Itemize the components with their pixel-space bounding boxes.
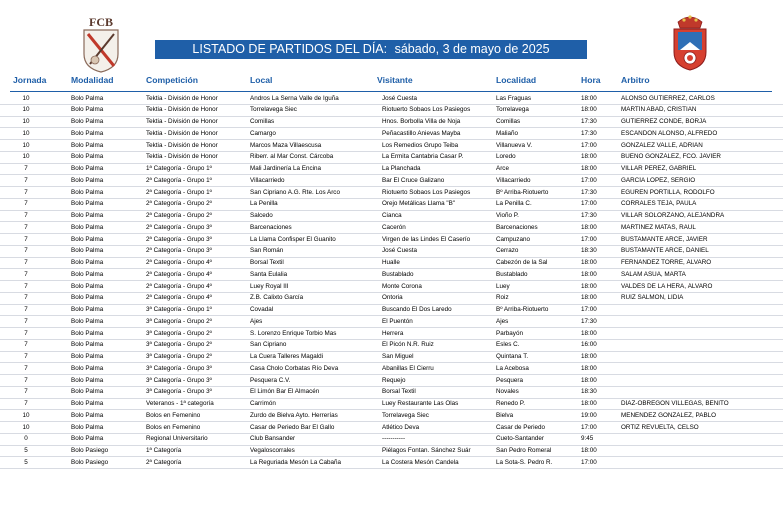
jornada-cell: 7 — [24, 235, 28, 243]
visitante-cell: Buscando El Dos Laredo — [382, 306, 452, 313]
table-row — [0, 140, 783, 152]
hora-cell: 18:00 — [581, 165, 597, 172]
local-cell: La Penilla — [250, 200, 278, 208]
hora-cell: 17:30 — [581, 212, 597, 219]
title-text: LISTADO DE PARTIDOS DEL DÍA: — [192, 42, 388, 56]
title-date: sábado, 3 de mayo de 2025 — [394, 42, 550, 56]
localidad-cell: Arce — [496, 165, 509, 172]
modalidad-cell: Bolo Palma — [71, 270, 104, 278]
localidad-cell: Esles C. — [496, 341, 520, 349]
modalidad-cell: Bolo Pasiego — [71, 447, 109, 454]
localidad-cell: Loredo — [496, 153, 516, 161]
arbitro-cell: MENENDEZ GONZÁLEZ, PABLO — [621, 411, 717, 419]
local-cell: El Limón Bar El Almacén — [250, 388, 320, 396]
localidad-cell: Parbayón — [496, 329, 523, 337]
localidad-cell: La Acebosa — [496, 364, 529, 372]
hora-cell: 17:30 — [581, 317, 597, 325]
table-row — [0, 269, 783, 281]
localidad-cell: Luey — [496, 282, 510, 290]
table-row — [0, 363, 783, 375]
localidad-cell: Comillas — [496, 118, 521, 125]
fcb-logo — [76, 14, 126, 74]
jornada-cell: 0 — [24, 435, 28, 443]
competicion-cell: Tektia - División de Honor — [146, 106, 218, 114]
modalidad-cell: Bolo Palma — [71, 153, 104, 161]
modalidad-cell: Bolo Palma — [71, 400, 104, 407]
table-row — [0, 199, 783, 211]
localidad-cell: Villanueva V. — [496, 141, 533, 149]
hora-cell: 18:30 — [581, 247, 597, 255]
visitante-cell: Piélagos Fontan. Sánchez Suár — [382, 447, 471, 454]
arbitro-cell: ESCANDON ALONSO, ALFREDO — [621, 129, 718, 137]
hora-cell: 19:00 — [581, 411, 597, 419]
modalidad-cell: Bolo Palma — [71, 129, 104, 137]
visitante-cell: Riotuerto Sobaos Los Pasiegos — [382, 188, 471, 196]
localidad-cell: Ajes — [496, 317, 509, 325]
hora-cell: 18:00 — [581, 353, 597, 360]
hora-cell: 18:00 — [581, 294, 597, 302]
modalidad-cell: Bolo Palma — [71, 212, 104, 219]
modalidad-cell: Bolo Palma — [71, 165, 104, 172]
jornada-cell: 5 — [24, 458, 28, 466]
visitante-cell: San Miguel — [382, 353, 414, 360]
modalidad-cell: Bolo Palma — [71, 247, 104, 255]
table-row — [0, 293, 783, 305]
local-cell: La Cuera Talleres Magaldi — [250, 353, 324, 360]
table-row — [0, 422, 783, 434]
competicion-cell: 1ª Categoría - Grupo 1º — [146, 165, 212, 172]
page-title — [155, 40, 587, 59]
visitante-cell: La Costera Mesón Candela — [382, 458, 459, 466]
visitante-cell: Torrelavega Siec — [382, 411, 429, 419]
competicion-cell: Bolos en Femenino — [146, 411, 201, 419]
col-modalidad: Modalidad — [71, 75, 114, 85]
local-cell: Z.B. Calixto García — [250, 294, 304, 302]
local-cell: Casar de Periedo Bar El Gallo — [250, 423, 335, 431]
visitante-cell: El Picón N.R. Ruiz — [382, 341, 434, 349]
local-cell: La Reguriada Mesón La Cabaña — [250, 458, 342, 466]
hora-cell: 17:00 — [581, 423, 597, 431]
visitante-cell: Orejo Metálicas Llama "B" — [382, 200, 456, 208]
table-row — [0, 305, 783, 317]
table-row — [0, 222, 783, 234]
hora-cell: 18:30 — [581, 388, 597, 396]
modalidad-cell: Bolo Palma — [71, 141, 104, 149]
local-cell: Carrimón — [250, 400, 276, 407]
local-cell: Zurdo de Bielva Ayto. Herrerías — [250, 411, 338, 419]
table-row — [0, 328, 783, 340]
visitante-cell: Hualle — [382, 259, 400, 266]
modalidad-cell: Bolo Pasiego — [71, 458, 109, 466]
localidad-cell: Renedo P. — [496, 400, 525, 407]
competicion-cell: Tektia - División de Honor — [146, 118, 218, 125]
hora-cell: 18:00 — [581, 364, 597, 372]
arbitro-cell: SALAM ASÚA, MARTA — [621, 270, 686, 278]
modalidad-cell: Bolo Palma — [71, 294, 104, 302]
local-cell: Comillas — [250, 118, 275, 125]
visitante-cell: Los Remedios Grupo Teiba — [382, 141, 459, 149]
jornada-cell: 10 — [22, 118, 30, 125]
competicion-cell: 2ª Categoría - Grupo 4º — [146, 259, 212, 266]
localidad-cell: Vioño P. — [496, 212, 519, 219]
local-cell: Salcedo — [250, 212, 273, 219]
table-row — [0, 375, 783, 387]
arbitro-cell: VALDÉS DE LA HERA, ÁLVARO — [621, 282, 713, 290]
hora-cell: 17:30 — [581, 118, 597, 125]
localidad-cell: Cabezón de la Sal — [496, 259, 548, 266]
arbitro-cell: DÍAZ-OBREGÓN VILLEGAS, BENITO — [621, 400, 729, 407]
visitante-cell: Requejo — [382, 376, 406, 384]
visitante-cell: José Cuesta — [382, 94, 418, 102]
local-cell: Vegaloscorrales — [250, 447, 295, 454]
localidad-cell: Bº Arriba-Riotuerto — [496, 188, 549, 196]
visitante-cell: José Cuesta — [382, 247, 418, 255]
visitante-cell: Virgen de las Lindes El Caserío — [382, 235, 471, 243]
competicion-cell: 2ª Categoría - Grupo 3º — [146, 235, 212, 243]
localidad-cell: Quintana T. — [496, 353, 529, 360]
hora-cell: 18:00 — [581, 447, 597, 454]
table-row — [0, 434, 783, 446]
local-cell: Pesquera C.V. — [250, 376, 291, 384]
local-cell: Casa Cholo Corbatas Río Deva — [250, 364, 339, 372]
competicion-cell: 3ª Categoría - Grupo 2º — [146, 353, 212, 360]
col-local: Local — [250, 75, 273, 85]
competicion-cell: 2ª Categoría - Grupo 2º — [146, 200, 212, 208]
hora-cell: 17:00 — [581, 200, 597, 208]
visitante-cell: La Planchada — [382, 165, 421, 172]
arbitro-cell: BUSTAMANTE ARCE, JAVIER — [621, 235, 708, 243]
hora-cell: 18:00 — [581, 376, 597, 384]
jornada-cell: 7 — [24, 282, 28, 290]
jornada-cell: 7 — [24, 200, 28, 208]
localidad-cell: Cerrazo — [496, 247, 519, 255]
col-hora: Hora — [581, 75, 601, 85]
arbitro-cell: ALONSO GUTIERREZ, CARLOS — [621, 94, 715, 102]
table-row — [0, 234, 783, 246]
modalidad-cell: Bolo Palma — [71, 118, 104, 125]
competicion-cell: 3ª Categoría - Grupo 3º — [146, 364, 212, 372]
jornada-cell: 7 — [24, 294, 28, 302]
hora-cell: 18:00 — [581, 270, 597, 278]
localidad-cell: Bielva — [496, 411, 514, 419]
competicion-cell: 2ª Categoría - Grupo 1º — [146, 176, 212, 184]
col-arbitro: Arbitro — [621, 75, 650, 85]
competicion-cell: 3ª Categoría - Grupo 2º — [146, 317, 212, 325]
local-cell: San Cipriano — [250, 341, 287, 349]
competicion-cell: 2ª Categoría - Grupo 3º — [146, 247, 212, 255]
modalidad-cell: Bolo Palma — [71, 341, 104, 349]
jornada-cell: 7 — [24, 353, 28, 360]
localidad-cell: Maliaño — [496, 129, 519, 137]
jornada-cell: 7 — [24, 364, 28, 372]
table-row — [0, 211, 783, 223]
competicion-cell: Tektia - División de Honor — [146, 141, 218, 149]
localidad-cell: Villacarriedo — [496, 176, 531, 184]
competicion-cell: 2ª Categoría - Grupo 4º — [146, 270, 212, 278]
hora-cell: 18:00 — [581, 106, 597, 114]
modalidad-cell: Bolo Palma — [71, 388, 104, 396]
local-cell: S. Lorenzo Enrique Torbio Mas — [250, 329, 337, 337]
arbitro-cell: CORRALES TEJA, PAULA — [621, 200, 697, 208]
local-cell: Mali Jardinería La Encina — [250, 165, 322, 172]
competicion-cell: 3ª Categoría - Grupo 1º — [146, 306, 212, 313]
arbitro-cell: MARTÍN ABAD, CRISTIAN — [621, 106, 697, 114]
hora-cell: 17:00 — [581, 306, 597, 313]
competicion-cell: 2ª Categoría - Grupo 2º — [146, 212, 212, 219]
visitante-cell: Cianca — [382, 212, 402, 219]
localidad-cell: La Sota-S. Pedro R. — [496, 458, 553, 466]
competicion-cell: 2ª Categoría - Grupo 3º — [146, 223, 212, 231]
jornada-cell: 10 — [22, 94, 30, 102]
modalidad-cell: Bolo Palma — [71, 94, 104, 102]
arbitro-cell: VILLAR PEREZ, GABRIEL — [621, 165, 697, 172]
table-row — [0, 105, 783, 117]
modalidad-cell: Bolo Palma — [71, 423, 104, 431]
localidad-cell: Casar de Periedo — [496, 423, 546, 431]
modalidad-cell: Bolo Palma — [71, 282, 104, 290]
modalidad-cell: Bolo Palma — [71, 329, 104, 337]
competicion-cell: 3ª Categoría - Grupo 3º — [146, 376, 212, 384]
jornada-cell: 7 — [24, 376, 28, 384]
table-row — [0, 164, 783, 176]
visitante-cell: Monte Corona — [382, 282, 422, 290]
competicion-cell: 3ª Categoría - Grupo 2º — [146, 341, 212, 349]
competicion-cell: Tektia - División de Honor — [146, 153, 218, 161]
localidad-cell: Campuzano — [496, 235, 530, 243]
jornada-cell: 10 — [22, 423, 30, 431]
coat-of-arms-logo — [668, 12, 712, 72]
modalidad-cell: Bolo Palma — [71, 376, 104, 384]
localidad-cell: Las Fraguas — [496, 94, 532, 102]
arbitro-cell: BUSTAMANTE ARCE, DANIEL — [621, 247, 709, 255]
arbitro-cell: GUTIERREZ CONDE, BORJA — [621, 118, 707, 125]
arbitro-cell: FERNÁNDEZ TORRE, ÁLVARO — [621, 259, 712, 266]
col-visitante: Visitante — [377, 75, 413, 85]
localidad-cell: Roiz — [496, 294, 509, 302]
visitante-cell: Abanillas El Cierru — [382, 364, 434, 372]
arbitro-cell: GONZALEZ VALLE, ADRIÁN — [621, 141, 703, 149]
competicion-cell: Regional Universitario — [146, 435, 208, 443]
local-cell: Riberr. al Mar Const. Cárcoba — [250, 153, 334, 161]
competicion-cell: 2ª Categoría - Grupo 4º — [146, 294, 212, 302]
modalidad-cell: Bolo Palma — [71, 223, 104, 231]
modalidad-cell: Bolo Palma — [71, 200, 104, 208]
competicion-cell: Tektia - División de Honor — [146, 129, 218, 137]
jornada-cell: 10 — [22, 141, 30, 149]
hora-cell: 18:00 — [581, 400, 597, 407]
jornada-cell: 7 — [24, 165, 28, 172]
modalidad-cell: Bolo Palma — [71, 317, 104, 325]
table-row — [0, 352, 783, 364]
visitante-cell: Atlético Deva — [382, 423, 420, 431]
competicion-cell: Bolos en Femenino — [146, 423, 201, 431]
visitante-cell: Bustablado — [382, 270, 414, 278]
visitante-cell: El Puentón — [382, 317, 413, 325]
col-jornada: Jornada — [13, 75, 47, 85]
table-header — [0, 75, 783, 89]
competicion-cell: 2ª Categoría - Grupo 1º — [146, 188, 212, 196]
competicion-cell: Veteranos - 1ª categoría — [146, 400, 214, 407]
localidad-cell: Barcenaciones — [496, 223, 538, 231]
visitante-cell: Hnos. Borbolla Villa de Noja — [382, 118, 461, 125]
table-row — [0, 446, 783, 458]
visitante-cell: Borsal Textil — [382, 388, 416, 396]
hora-cell: 17:00 — [581, 458, 597, 466]
competicion-cell: 2ª Categoría — [146, 458, 182, 466]
visitante-cell: Peñacastillo Anievas Mayba — [382, 129, 461, 137]
competicion-cell: Tektia - División de Honor — [146, 94, 218, 102]
arbitro-cell: RUIZ SALMON, LIDIA — [621, 294, 684, 302]
table-row — [0, 399, 783, 411]
modalidad-cell: Bolo Palma — [71, 188, 104, 196]
local-cell: Ajes — [250, 317, 263, 325]
modalidad-cell: Bolo Palma — [71, 259, 104, 266]
local-cell: Torrelavega Siec — [250, 106, 297, 114]
match-table-body — [0, 93, 783, 469]
jornada-cell: 10 — [22, 106, 30, 114]
table-row — [0, 316, 783, 328]
local-cell: Andros La Serna Valle de Iguña — [250, 94, 339, 102]
hora-cell: 16:00 — [581, 341, 597, 349]
visitante-cell: ----------- — [382, 435, 406, 443]
jornada-cell: 10 — [22, 153, 30, 161]
jornada-cell: 7 — [24, 270, 28, 278]
arbitro-cell: GARCÍA LÓPEZ, SERGIO — [621, 176, 696, 184]
local-cell: Club Bansander — [250, 435, 296, 443]
visitante-cell: La Ermita Cantabria Casar P. — [382, 153, 464, 161]
visitante-cell: Luey Restaurante Las Olas — [382, 400, 459, 407]
jornada-cell: 7 — [24, 188, 28, 196]
hora-cell: 18:00 — [581, 259, 597, 266]
col-localidad: Localidad — [496, 75, 537, 85]
local-cell: Covadal — [250, 306, 274, 313]
modalidad-cell: Bolo Palma — [71, 435, 104, 443]
table-row — [0, 281, 783, 293]
jornada-cell: 7 — [24, 400, 28, 407]
arbitro-cell: VILLAR SOLÓRZANO, ALEJANDRA — [621, 212, 725, 219]
localidad-cell: Torrelavega — [496, 106, 529, 114]
visitante-cell: Cacerón — [382, 223, 406, 231]
table-row — [0, 128, 783, 140]
hora-cell: 18:00 — [581, 329, 597, 337]
jornada-cell: 7 — [24, 176, 28, 184]
local-cell: Camargo — [250, 129, 276, 137]
jornada-cell: 7 — [24, 247, 28, 255]
localidad-cell: La Penilla C. — [496, 200, 532, 208]
jornada-cell: 7 — [24, 388, 28, 396]
jornada-cell: 7 — [24, 223, 28, 231]
jornada-cell: 7 — [24, 329, 28, 337]
competicion-cell: 3ª Categoría - Grupo 3º — [146, 388, 212, 396]
visitante-cell: Riotuerto Sobaos Los Pasiegos — [382, 106, 471, 114]
table-row — [0, 175, 783, 187]
competicion-cell: 3ª Categoría - Grupo 2º — [146, 329, 212, 337]
local-cell: San Cipriano A.G. Rte. Los Arco — [250, 188, 340, 196]
table-row — [0, 258, 783, 270]
localidad-cell: Bº Arriba-Riotuerto — [496, 306, 549, 313]
table-row — [0, 410, 783, 422]
modalidad-cell: Bolo Palma — [71, 306, 104, 313]
localidad-cell: Pesquera — [496, 376, 523, 384]
jornada-cell: 7 — [24, 212, 28, 219]
modalidad-cell: Bolo Palma — [71, 411, 104, 419]
hora-cell: 18:00 — [581, 94, 597, 102]
table-row — [0, 340, 783, 352]
jornada-cell: 7 — [24, 317, 28, 325]
local-cell: La Llama Confisper El Guanito — [250, 235, 336, 243]
col-competicion: Competición — [146, 75, 199, 85]
local-cell: Barcenaciones — [250, 223, 292, 231]
localidad-cell: Novales — [496, 388, 519, 396]
hora-cell: 17:00 — [581, 235, 597, 243]
hora-cell: 17:30 — [581, 188, 597, 196]
table-row — [0, 246, 783, 258]
visitante-cell: Herrera — [382, 329, 404, 337]
modalidad-cell: Bolo Palma — [71, 176, 104, 184]
header-divider — [10, 91, 772, 92]
local-cell: San Román — [250, 247, 284, 255]
jornada-cell: 7 — [24, 306, 28, 313]
arbitro-cell: EGUREN PORTILLA, RODOLFO — [621, 188, 715, 196]
local-cell: Santa Eulalia — [250, 270, 288, 278]
hora-cell: 18:00 — [581, 153, 597, 161]
localidad-cell: San Pedro Romeral — [496, 447, 552, 454]
fcb-logo-text: FCB — [89, 15, 113, 29]
arbitro-cell: ORTIZ REVUELTA, CELSO — [621, 423, 699, 431]
localidad-cell: Cueto-Santander — [496, 435, 544, 443]
local-cell: Marcos Maza Villaescusa — [250, 141, 322, 149]
hora-cell: 17:00 — [581, 176, 597, 184]
local-cell: Villacarriedo — [250, 176, 285, 184]
jornada-cell: 10 — [22, 411, 30, 419]
jornada-cell: 7 — [24, 341, 28, 349]
competicion-cell: 2ª Categoría - Grupo 4º — [146, 282, 212, 290]
table-row — [0, 187, 783, 199]
hora-cell: 17:30 — [581, 129, 597, 137]
jornada-cell: 5 — [24, 447, 28, 454]
visitante-cell: Ontoria — [382, 294, 403, 302]
competicion-cell: 1ª Categoría — [146, 447, 182, 454]
modalidad-cell: Bolo Palma — [71, 235, 104, 243]
arbitro-cell: BUENO GONZÁLEZ, FCO. JAVIER — [621, 153, 721, 161]
table-row — [0, 152, 783, 164]
modalidad-cell: Bolo Palma — [71, 106, 104, 114]
table-row — [0, 117, 783, 129]
modalidad-cell: Bolo Palma — [71, 364, 104, 372]
hora-cell: 9:45 — [581, 435, 594, 443]
visitante-cell: Bar El Cruce Galizano — [382, 176, 445, 184]
jornada-cell: 7 — [24, 259, 28, 266]
table-row — [0, 387, 783, 399]
hora-cell: 18:00 — [581, 282, 597, 290]
table-row — [0, 93, 783, 105]
modalidad-cell: Bolo Palma — [71, 353, 104, 360]
hora-cell: 17:00 — [581, 141, 597, 149]
table-row — [0, 457, 783, 469]
local-cell: Luey Royal III — [250, 282, 289, 290]
jornada-cell: 10 — [22, 129, 30, 137]
arbitro-cell: MARTÍNEZ MATAS, RAÚL — [621, 223, 696, 231]
local-cell: Borsal Textil — [250, 259, 284, 266]
localidad-cell: Bustablado — [496, 270, 528, 278]
hora-cell: 18:00 — [581, 223, 597, 231]
